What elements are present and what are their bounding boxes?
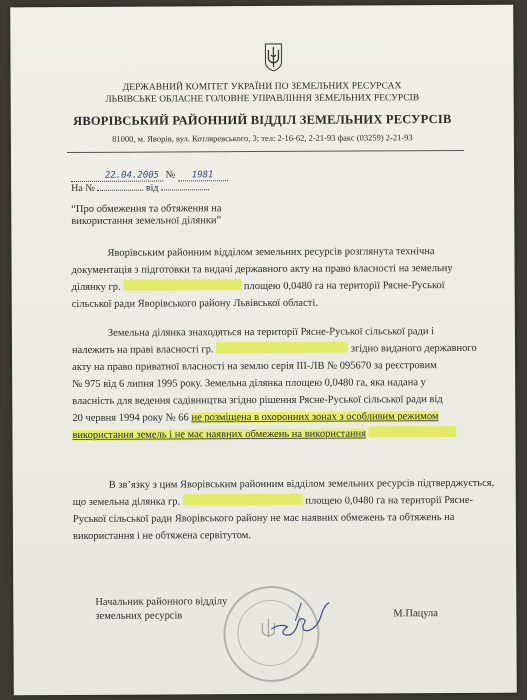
redacted-text (369, 426, 457, 437)
address-line: 81000, м. Яворів, вул. Котляревського, 3; тел: 2-16-62, 2-21-93 факс (03259) 2-21-93 (112, 132, 413, 144)
outgoing-ref (71, 169, 228, 182)
paragraph-2 (72, 323, 503, 444)
department-title: ЯВОРІВСЬКИЙ РАЙОННИЙ ВІДДІЛ ЗЕМЕЛЬНИХ РЕСУРСІВ (73, 112, 452, 128)
number-handwritten: 1981 (178, 170, 228, 181)
p2-line-a: Земельна ділянка знаходяться на території Рясне-Руської сільської ради і (107, 326, 435, 339)
redacted-owner-name (216, 342, 348, 354)
p2-line-c: акту на право приватної власності на землю серія ІІІ-ЛВ № 095670 за реєстровим (72, 360, 437, 374)
regional-office-line: ЛЬВІВСЬКЕ ОБЛАСНЕ ГОЛОВНЕ УПРАВЛІННЯ ЗЕМЕЛЬНИХ РЕСУРСІВ (105, 93, 420, 105)
subject-line-2: використання земельної ділянки” (71, 215, 222, 228)
ministry-line: ДЕРЖАВНИЙ КОМІТЕТ УКРАЇНИ ПО ЗЕМЕЛЬНИХ РЕСУРСАХ (122, 81, 402, 93)
signatory-position (95, 595, 227, 624)
p2-line-e: власність для ведення садівництва згідно рішення Рясне-Руської сільської ради від (72, 394, 443, 408)
subject-line-1: “Про обмеження та обтяження на (71, 203, 222, 216)
paragraph-3 (73, 475, 503, 545)
document-sheet (10, 5, 517, 696)
subject (71, 203, 221, 228)
paragraph-1 (71, 243, 501, 313)
p3-line-c: Руської сільської ради Яворівського району не має наявних обмежень та обтяжень на (72, 512, 455, 526)
p1-line-b: документація з підготовки та видачі державного акту на право власності на земельну (71, 263, 453, 277)
number-label: № (165, 169, 176, 181)
redacted-owner-name (183, 494, 303, 506)
p3-line-a: В зв’язку з цим Яворівським районним відділом земельних ресурсів підтверджується, (108, 477, 495, 491)
p3-line-d: використання і не обтяжена сервітутом. (72, 530, 252, 543)
p3-b-start: що земельна ділянка гр. (72, 496, 181, 509)
position-line-2: земельних ресурсів (95, 610, 183, 622)
p2-line-b (72, 340, 502, 359)
incoming-date-label: від (145, 182, 159, 194)
p1-c-start: ділянку гр. (71, 281, 121, 294)
redacted-owner-name (123, 279, 241, 291)
p1-line-a: Яворівським районним відділом земельних ресурсів розглянута технічна (107, 246, 435, 259)
p1-line-d: сільської ради Яворівського району Львівської області. (71, 297, 318, 311)
handwritten-signature-icon (265, 591, 337, 641)
p2-line-g (72, 425, 502, 444)
signatory-name: М.Пацула (393, 608, 438, 620)
position-line-1: Начальник районного відділу (95, 596, 228, 608)
p2-line-d: № 975 від 6 липня 1995 року. Земельна ділянка площею 0,0480 га, яка надана у (72, 377, 426, 391)
p1-line-c (72, 277, 502, 296)
highlighted-restriction-text-2: використання земель і не має наявних обмежень на використання (72, 428, 367, 442)
incoming-number-label: На № (71, 182, 95, 195)
p2-b-start: належить на праві власності гр. (71, 344, 214, 357)
date-handwritten: 22.04.2005 (71, 171, 163, 182)
trident-emblem-icon (262, 42, 284, 72)
incoming-ref (71, 182, 209, 194)
p3-b-end: площею 0,0480 га на території Рясне- (305, 494, 474, 507)
header-divider (67, 150, 464, 153)
highlighted-restriction-text: не розміщена в охоронних зонах з особливим режимом (191, 411, 439, 424)
p1-c-end: площею 0,0480 га на території Рясне-Руської (243, 280, 445, 293)
p2-b-end: згідно виданого державного (350, 342, 477, 355)
p2-f-start: 20 червня 1994 року № 66 (72, 412, 189, 425)
